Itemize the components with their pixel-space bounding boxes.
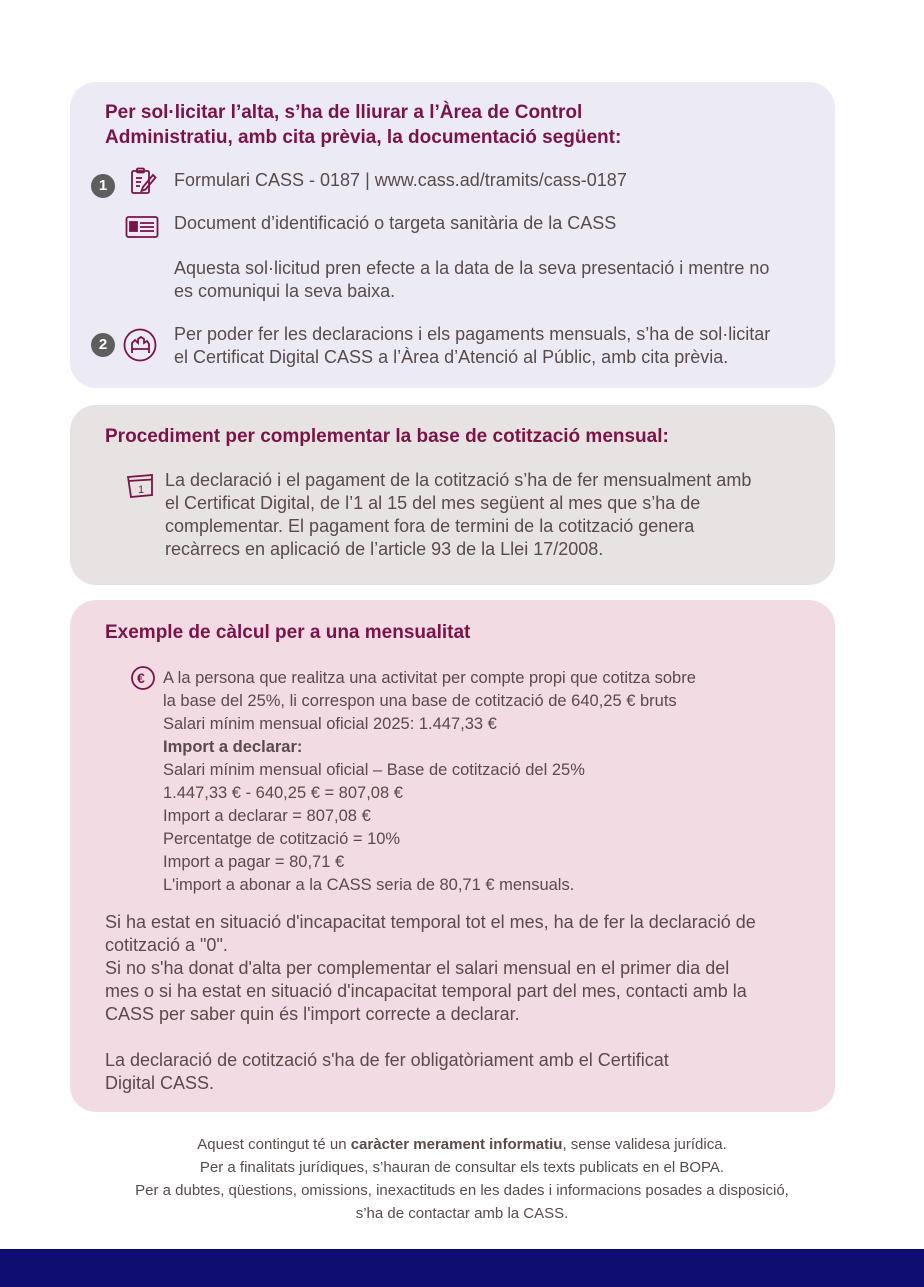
id-card-icon	[125, 215, 159, 239]
incapacity-paragraph: Si ha estat en situació d'incapacitat temporal tot el mes, ha de fer la declaració de cotització a "0". Si no s'ha donat d'alta per complementar el salari mensual en el primer dia del mes o si ha estat en situació d'incapacitat temporal part del mes, contacti amb la CASS per saber quin és l'import correcte a declarar.	[105, 912, 756, 1024]
certificate-request: Per poder fer les declaracions i els pagaments mensuals, s’ha de sol·licitar el Certificat Digital CASS a l’Àrea d’Atenció al Públic, amb cita prèvia.	[174, 324, 771, 367]
form-item: Formulari CASS - 0187 | www.cass.ad/tramits/cass-0187	[174, 170, 627, 190]
step-2-badge: 2	[91, 333, 115, 357]
calendar-icon	[126, 471, 156, 499]
procedure-heading: Procediment per complementar la base de cotització mensual:	[105, 426, 669, 447]
calculation-heading: Exemple de càlcul per a una mensualitat	[105, 622, 471, 643]
calculation-example-card	[70, 600, 835, 1112]
mandatory-certificate-paragraph: La declaració de cotització s'ha de fer obligatòriament amb el Certificat Digital CASS.	[105, 1050, 669, 1093]
euro-icon	[130, 665, 156, 691]
calculation-lines: A la persona que realitza una activitat per compte propi que cotitza sobre la base del 25%, li correspon una base de cotització de 640,25 € bruts Salari mínim mensual oficial 2025: 1.447,33 € Import a declarar: Salari mínim mensual oficial – Base de cotització del 25% 1.447,33 € - 640,25 € = 807,08 € Import a declarar = 807,08 € Percentatge de cotització = 10% Import a pagar = 80,71 € L'import a abonar a la CASS seria de 80,71 € mensuals.	[163, 669, 696, 894]
bottom-bar	[0, 1249, 924, 1287]
svg-text:1: 1	[138, 484, 145, 496]
validity-note: Aquesta sol·licitud pren efecte a la data de la seva presentació i mentre no es comuniqui la seva baixa.	[174, 258, 770, 301]
documentation-heading: Per sol·licitar l’alta, s’ha de lliurar a l’Àrea de Control Administratiu, amb cita prèvia, la documentació següent:	[105, 102, 622, 148]
disclaimer-line-4: s’ha de contactar amb la CASS.	[355, 1205, 569, 1222]
step-1-badge: 1	[91, 174, 115, 198]
procedure-card	[70, 405, 835, 585]
svg-text:€: €	[137, 670, 145, 686]
disclaimer-footer	[0, 1133, 924, 1225]
form-pencil-icon	[128, 166, 158, 196]
procedure-text: La declaració i el pagament de la cotització s’ha de fer mensualment amb el Certificat Digital, de l’1 al 15 del mes següent al mes que s’ha de complementar. El pagament fora de termini de la cotització genera recàrrecs en aplicació de l’article 93 de la Llei 17/2008.	[165, 470, 752, 559]
disclaimer-line-2: Per a finalitats jurídiques, s’hauran de consultar els texts publicats en el BOPA.	[199, 1159, 725, 1176]
disclaimer-line-1: Aquest contingut té un caràcter merament informatiu, sense validesa jurídica.	[197, 1136, 727, 1153]
documentation-card	[70, 82, 835, 388]
id-document-item: Document d’identificació o targeta sanitària de la CASS	[174, 213, 617, 233]
disclaimer-line-3: Per a dubtes, qüestions, omissions, inexactituds en les dades i informacions posades a disposició,	[135, 1182, 789, 1199]
certificate-hand-icon	[122, 327, 158, 363]
